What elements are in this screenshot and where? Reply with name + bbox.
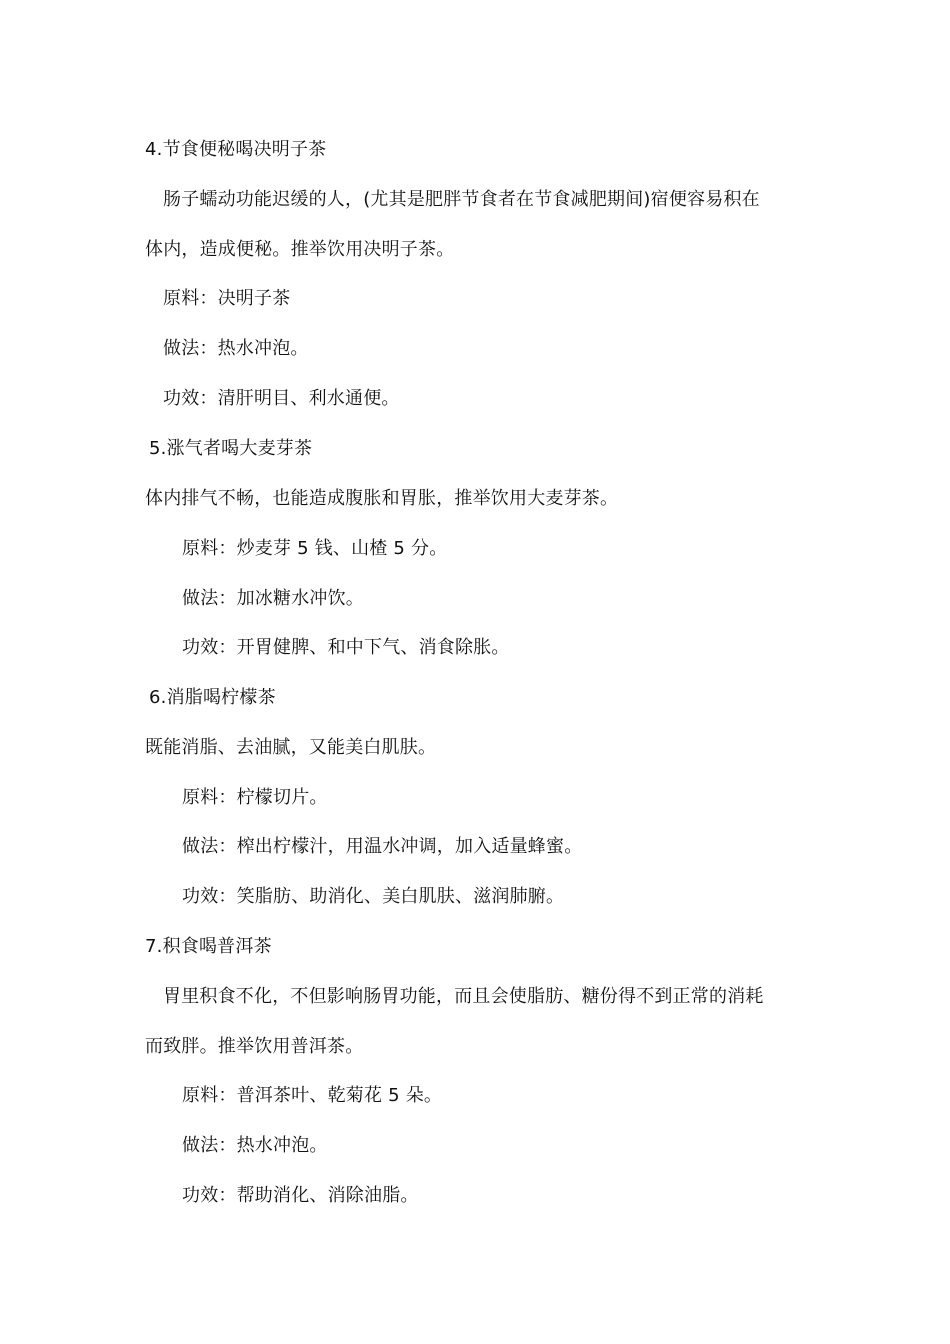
section-intro: 体内排气不畅，也能造成腹胀和胃胀，推举饮用大麦芽茶。 (145, 488, 619, 509)
section-intro: 胃里积食不化，不但影响肠胃功能，而且会使脂肪、糖份得不到正常的消耗 (163, 986, 764, 1007)
effect-line: 功效：笑脂肪、助消化、美白肌肤、滋润肺腑。 (182, 886, 565, 907)
ingredients-line: 原料：决明子茶 (163, 288, 291, 309)
section-intro-continued: 体内，造成便秘。推举饮用决明子茶。 (145, 239, 455, 260)
method-line: 做法：加冰糖水冲饮。 (182, 588, 364, 609)
ingredients-line: 原料：普洱茶叶、乾菊花 5 朵。 (182, 1085, 443, 1106)
section-intro: 既能消脂、去油腻，又能美白肌肤。 (145, 737, 437, 758)
section-heading: 6.消脂喝柠檬茶 (149, 687, 276, 708)
method-line: 做法：榨出柠檬汁，用温水冲调，加入适量蜂蜜。 (182, 836, 583, 857)
ingredients-line: 原料：柠檬切片。 (182, 787, 328, 808)
section-heading: 4.节食便秘喝决明子茶 (145, 139, 327, 160)
effect-line: 功效：清肝明目、利水通便。 (163, 388, 400, 409)
method-line: 做法：热水冲泡。 (163, 338, 309, 359)
section-heading: 7.积食喝普洱茶 (145, 936, 272, 957)
effect-line: 功效：开胃健脾、和中下气、消食除胀。 (182, 637, 510, 658)
ingredients-line: 原料：炒麦芽 5 钱、山楂 5 分。 (182, 538, 448, 559)
section-intro-continued: 而致胖。推举饮用普洱茶。 (145, 1036, 364, 1057)
method-line: 做法：热水冲泡。 (182, 1135, 328, 1156)
section-intro: 肠子蠕动功能迟缓的人，(尤其是肥胖节食者在节食减肥期间)宿便容易积在 (163, 189, 760, 210)
effect-line: 功效：帮助消化、消除油脂。 (182, 1185, 419, 1206)
section-heading: 5.涨气者喝大麦芽茶 (149, 438, 313, 459)
